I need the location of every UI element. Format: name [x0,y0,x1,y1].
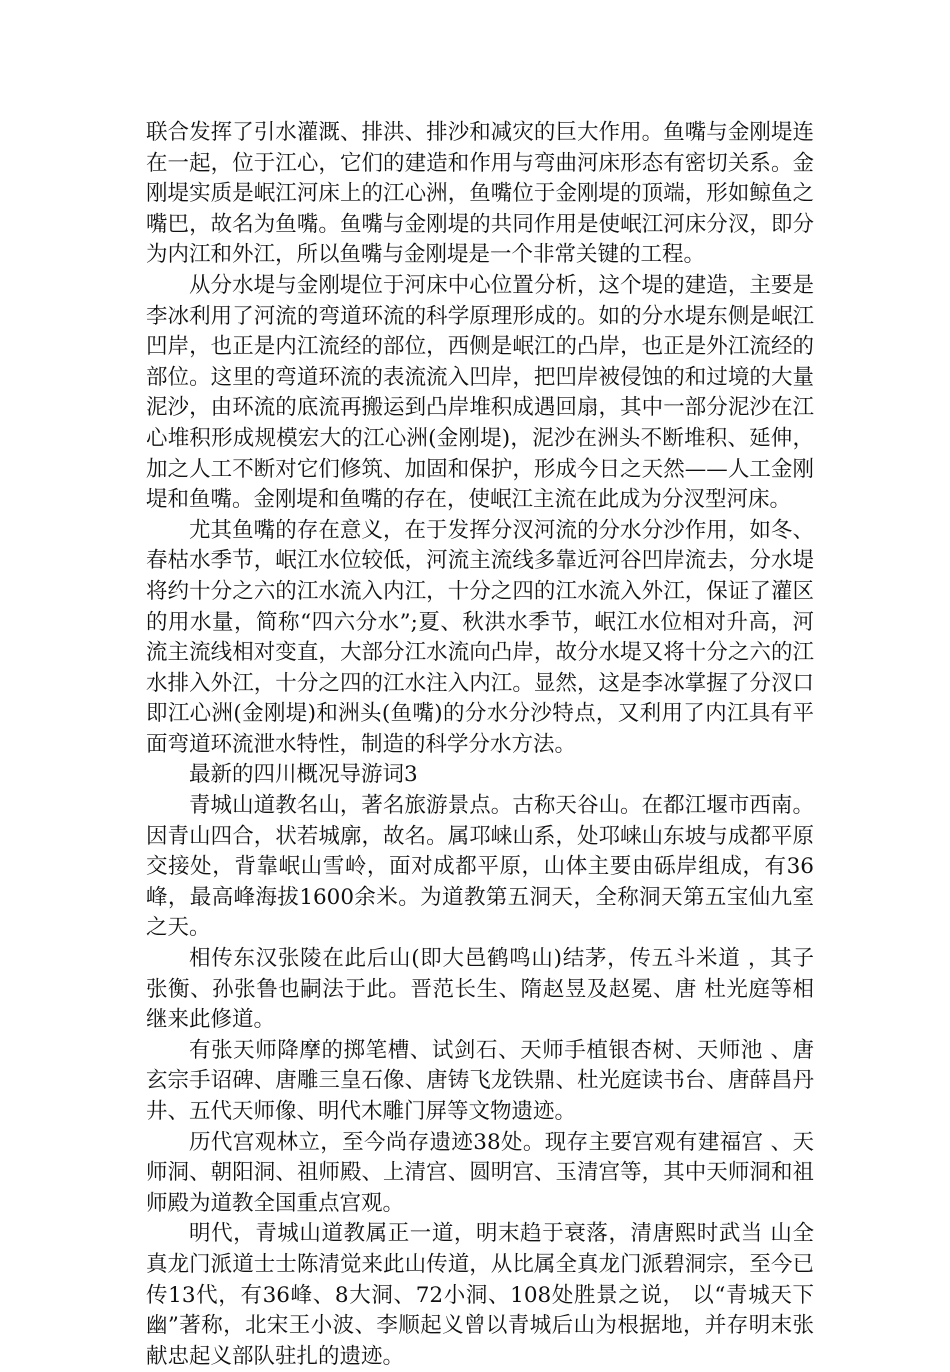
paragraph-qingcheng-intro: 青城山道教名山，著名旅游景点。古称天谷山。在都江堰市西南。 因青山四合，状若城廓，故名。属邛崃山系，处邛崃山东坡与成都平原交接处，背靠岷山雪岭，面对成都平原，山体主要由砾岸组成，有36峰，最高峰海拔1600余米。为道教第五洞天，全称洞天第五宝仙九室之天。 [146,793,814,941]
document-page [146,118,814,1372]
section-heading: 最新的四川概况导游词3 [189,762,418,788]
paragraph-qingcheng-history: 相传东汉张陵在此后山(即大邑鹤鸣山)结茅，传五斗米道 ，其子张衡、孙张鲁也嗣法于此。晋范长生、隋赵昱及赵冕、唐 杜光庭等相继来此修道。 [146,946,814,1033]
paragraph-qingcheng-temples: 历代宫观林立，至今尚存遗迹38处。现存主要宫观有建福宫 、天师洞、朝阳洞、祖师殿、上清宫、圆明宫、玉清宫等，其中天师洞和祖师殿为道教全国重点宫观。 [146,1129,814,1216]
paragraph-qingcheng-relics: 有张天师降摩的掷笔槽、试剑石、天师手植银杏树、天师池 、唐玄宗手诏碑、唐雕三皇石像、唐铸飞龙铁鼎、杜光庭读书台、唐薛昌丹井、五代天师像、明代木雕门屏等文物遗迹。 [146,1037,814,1124]
paragraph-yuzui-function: 联合发挥了引水灌溉、排洪、排沙和减灾的巨大作用。鱼嘴与金刚堤连在一起，位于江心，它们的建造和作用与弯曲河床形态有密切关系。金刚堤实质是岷江河床上的江心洲，鱼嘴位于金刚堤的顶端，形如鲸鱼之嘴巴，故名为鱼嘴。鱼嘴与金刚堤的共同作用是使岷江河床分汊，即分为内江和外江，所以鱼嘴与金刚堤是一个非常关键的工程。 [146,120,814,268]
paragraph-qingcheng-ming-qing: 明代，青城山道教属正一道，明末趋于衰落，清唐熙时武当 山全真龙门派道士士陈清觉来此山传道，从比属全真龙门派碧洞宗，至今已传13代，有36峰、8大洞、72小洞、108处胜景之说， 以“青城天下幽”著称，北宋王小波、李顺起义曾以青城后山为根据地，并存明末张献忠起义部队驻扎的遗迹。 [146,1221,814,1369]
paragraph-river-bend-analysis: 从分水堤与金刚堤位于河床中心位置分析，这个堤的建造，主要是李冰利用了河流的弯道环流的科学原理形成的。如的分水堤东侧是岷江凹岸，也正是内江流经的部位，西侧是岷江的凸岸，也正是外江流经的部位。这里的弯道环流的表流流入凹岸，把凹岸被侵蚀的和过境的大量泥沙，由环流的底流再搬运到凸岸堆积成遇回扇，其中一部分泥沙在江心堆积形成规模宏大的江心洲(金刚堤)，泥沙在洲头不断堆积、延伸，加之人工不断对它们修筑、加固和保护，形成今日之天然——人工金刚堤和鱼嘴。金刚堤和鱼嘴的存在，使岷江主流在此成为分汊型河床。 [146,272,814,513]
paragraph-water-division: 尤其鱼嘴的存在意义，在于发挥分汊河流的分水分沙作用，如冬、春枯水季节，岷江水位较低，河流主流线多靠近河谷凹岸流去，分水堤将约十分之六的江水流入内江，十分之四的江水流入外江，保证了灌区的用水量，简称“四六分水”;夏、秋洪水季节，岷江水位相对升高，河流主流线相对变直，大部分江水流向凸岸，故分水堤又将十分之六的江水排入外江，十分之四的江水注入内江。显然，这是李冰掌握了分汊口即江心洲(金刚堤)和洲头(鱼嘴)的分水分沙特点，又利用了内江具有平面弯道环流泄水特性，制造的科学分水方法。 [146,517,814,757]
